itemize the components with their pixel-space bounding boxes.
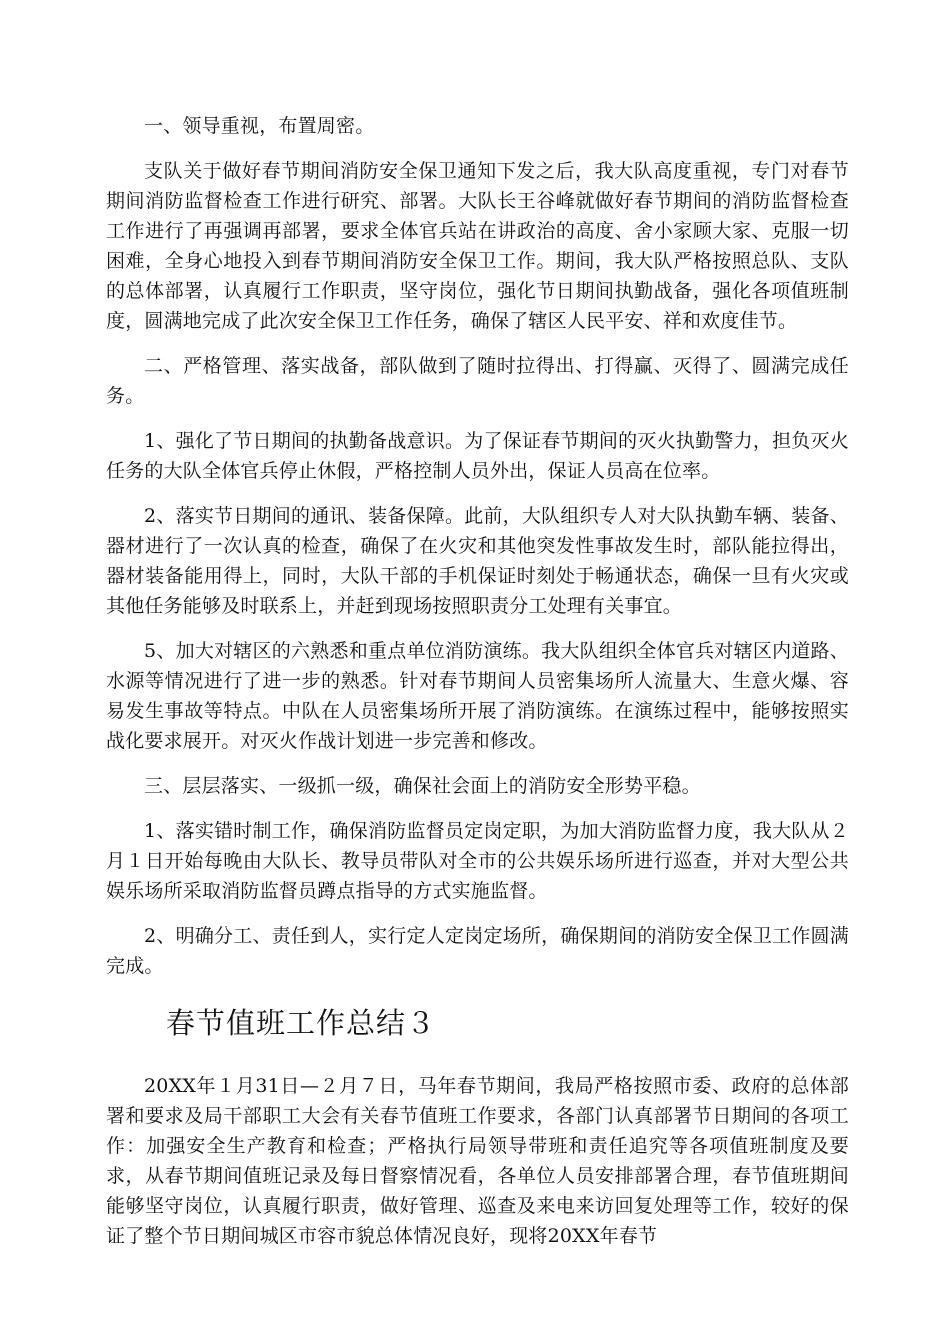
body-paragraph: 20XX年１月31日—２月７日，马年春节期间，我局严格按照市委、政府的总体部署和要求及局干部职工大会有关春节值班工作要求，各部门认真部署节日期间的各项工作：加强安全生产教育和检查；严格执行局领导带班和责任追究等各项值班制度及要求，从春节期间值班记录及每日督察情况看，各单位人员安排部署合理，春节值班期间能够坚守岗位，认真履行职责，做好管理、巡查及来电来访回复处理等工作，较好的保证了整个节日期间城区市容市貌总体情况良好，现将20XX年春节 bbox=[106, 1075, 849, 1247]
document-title: 春节值班工作总结３ bbox=[166, 1006, 437, 1040]
body-paragraph: 2、落实节日期间的通讯、装备保障。此前，大队组织专人对大队执勤车辆、装备、器材进行了一次认真的检查，确保了在火灾和其他突发性事故发生时，部队能拉得出，器材装备能用得上，同时，大队干部的手机保证时刻处于畅通状态，确保一旦有火灾或其他任务能够及时联系上，并赶到现场按照职责分工处理有关事宜。 bbox=[106, 505, 849, 617]
body-paragraph: 1、落实错时制工作，确保消防监督员定岗定职，为加大消防监督力度，我大队从２月１日开始每晚由大队长、教导员带队对全市的公共娱乐场所进行巡查，并对大型公共娱乐场所采取消防监督员蹲点指导的方式实施监督。 bbox=[106, 820, 849, 902]
body-paragraph: 5、加大对辖区的六熟悉和重点单位消防演练。我大队组织全体官兵对辖区内道路、水源等情况进行了进一步的熟悉。针对春节期间人员密集场所人流量大、生意火爆、容易发生事故等特点。中队在人员密集场所开展了消防演练。在演练过程中，能够按照实战化要求展开。对灭火作战计划进一步完善和修改。 bbox=[106, 640, 849, 752]
section-heading-one: 一、领导重视，布置周密。 bbox=[144, 115, 375, 137]
body-paragraph: 支队关于做好春节期间消防安全保卫通知下发之后，我大队高度重视，专门对春节期间消防监督检查工作进行研究、部署。大队长王谷峰就做好春节期间的消防监督检查工作进行了再强调再部署，要求全体官兵站在讲政治的高度、舍小家顾大家、克服一切困难，全身心地投入到春节期间消防安全保卫工作。期间，我大队严格按照总队、支队的总体部署，认真履行工作职责，坚守岗位，强化节日期间执勤战备，强化各项值班制度，圆满地完成了此次安全保卫工作任务，确保了辖区人民平安、祥和欢度佳节。 bbox=[106, 160, 849, 332]
body-paragraph: 1、强化了节日期间的执勤备战意识。为了保证春节期间的灭火执勤警力，担负灭火任务的大队全体官兵停止休假，严格控制人员外出，保证人员高在位率。 bbox=[106, 430, 849, 482]
body-paragraph: 2、明确分工、责任到人，实行定人定岗定场所，确保期间的消防安全保卫工作圆满完成。 bbox=[106, 925, 849, 977]
document-body bbox=[106, 111, 849, 1251]
section-heading-two: 二、严格管理、落实战备，部队做到了随时拉得出、打得赢、灭得了、圆满完成任务。 bbox=[106, 355, 849, 407]
section-heading-three: 三、层层落实、一级抓一级，确保社会面上的消防安全形势平稳。 bbox=[144, 775, 701, 797]
